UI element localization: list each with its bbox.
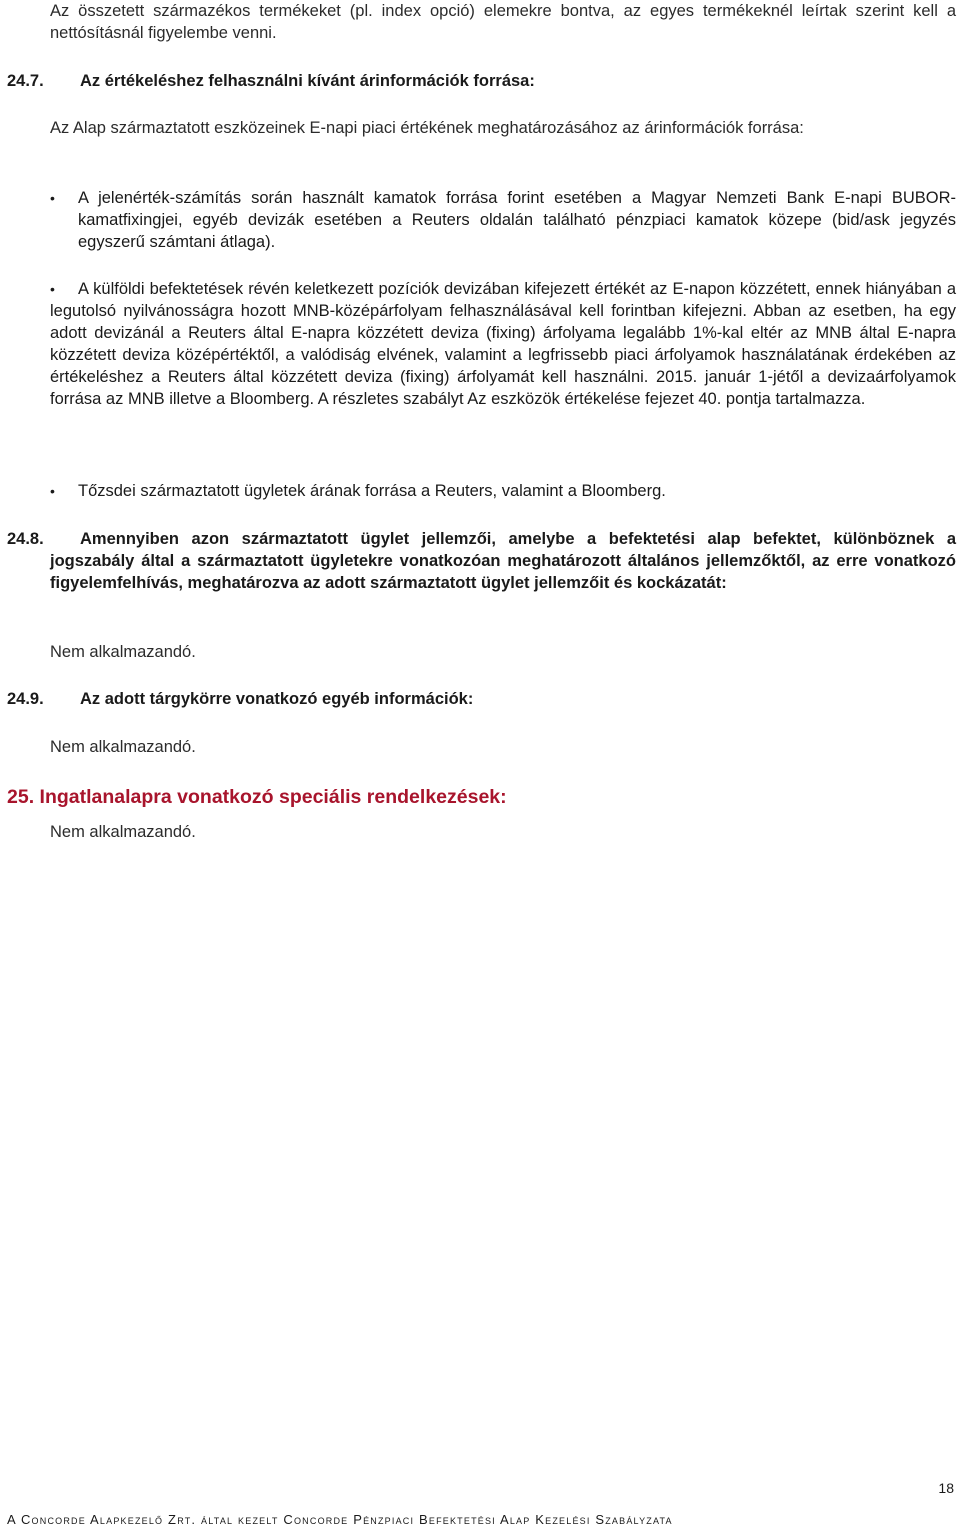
page-number: 18 xyxy=(938,1480,954,1496)
section-24-9-title: Az adott tárgykörre vonatkozó egyéb információk: xyxy=(80,690,474,708)
intro-paragraph: Az összetett származékos termékeket (pl. index opció) elemekre bontva, az egyes termékeknél leírtak szerint kell a nettósításnál figyelembe venni. xyxy=(50,2,956,42)
bullet-text: A jelenérték-számítás során használt kamatok forrása forint esetében a Magyar Nemzeti Bank E-napi BUBOR-kamatfixingjei, egyéb devizák esetében a Reuters oldalán található pénzpiaci kamatok közepe (bid/ask jegyzés egyszerű számtani átlaga). xyxy=(78,189,956,251)
bullet-icon: • xyxy=(50,483,55,499)
bullet-text: Tőzsdei származtatott ügyletek árának forrása a Reuters, valamint a Bloomberg. xyxy=(78,482,666,500)
bullet-item xyxy=(50,480,956,502)
bullet-icon: • xyxy=(50,281,55,297)
section-24-7-lead: Az Alap származtatott eszközeinek E-napi piaci értékének meghatározásához az árinformációk forrása: xyxy=(50,119,804,137)
section-24-8-number: 24.8. xyxy=(7,530,44,548)
section-24-9-body: Nem alkalmazandó. xyxy=(50,738,196,756)
section-24-7-number: 24.7. xyxy=(7,72,44,90)
section-25-body: Nem alkalmazandó. xyxy=(50,823,196,841)
bullet-item xyxy=(50,278,956,410)
section-24-7-title: Az értékeléshez felhasználni kívánt árinformációk forrása: xyxy=(80,72,535,90)
section-24-8-body: Nem alkalmazandó. xyxy=(50,643,196,661)
section-24-9-number: 24.9. xyxy=(7,690,44,708)
section-24-8-title: Amennyiben azon származtatott ügylet jellemzői, amelybe a befektetési alap befektet, különböznek a jogszabály által a származtatott ügyletekre vonatkozóan meghatározott általános jellemzőktől, az erre vonatkozó figyelemfelhívás, meghatározva az adott származtatott ügylet jellemzőit és kockázatát: xyxy=(50,530,956,592)
section-25-title: 25. Ingatlanalapra vonatkozó speciális rendelkezések: xyxy=(7,786,507,808)
bullet-item xyxy=(50,187,956,253)
bullet-text: A külföldi befektetések révén keletkezett pozíciók devizában kifejezett értékét az E-napon közzétett, ennek hiányában a legutolsó nyilvánosságra hozott MNB-középárfolyam felhasználásával kell forintban kifejezni. Abban az esetben, ha egy adott devizánál a Reuters által E-napra közzétett deviza (fixing) árfolyama legalább 1%-kal eltér az MNB által E-napra közzétett deviza középértéktől, a valódiság elvének, valamint a legfrissebb piaci árfolyamok használatának érdekében az értékeléshez a Reuters által közzétett deviza (fixing) árfolyamát kell használni. 2015. január 1-jétől a devizaárfolyamok forrása az MNB illetve a Bloomberg. A részletes szabályt Az eszközök értékelése fejezet 40. pontja tartalmazza. xyxy=(50,280,956,408)
bullet-icon: • xyxy=(50,190,55,206)
page-footer: A Concorde Alapkezelő Zrt. által kezelt Concorde Pénzpiaci Befektetési Alap Kezelési Szabályzata xyxy=(7,1512,673,1527)
